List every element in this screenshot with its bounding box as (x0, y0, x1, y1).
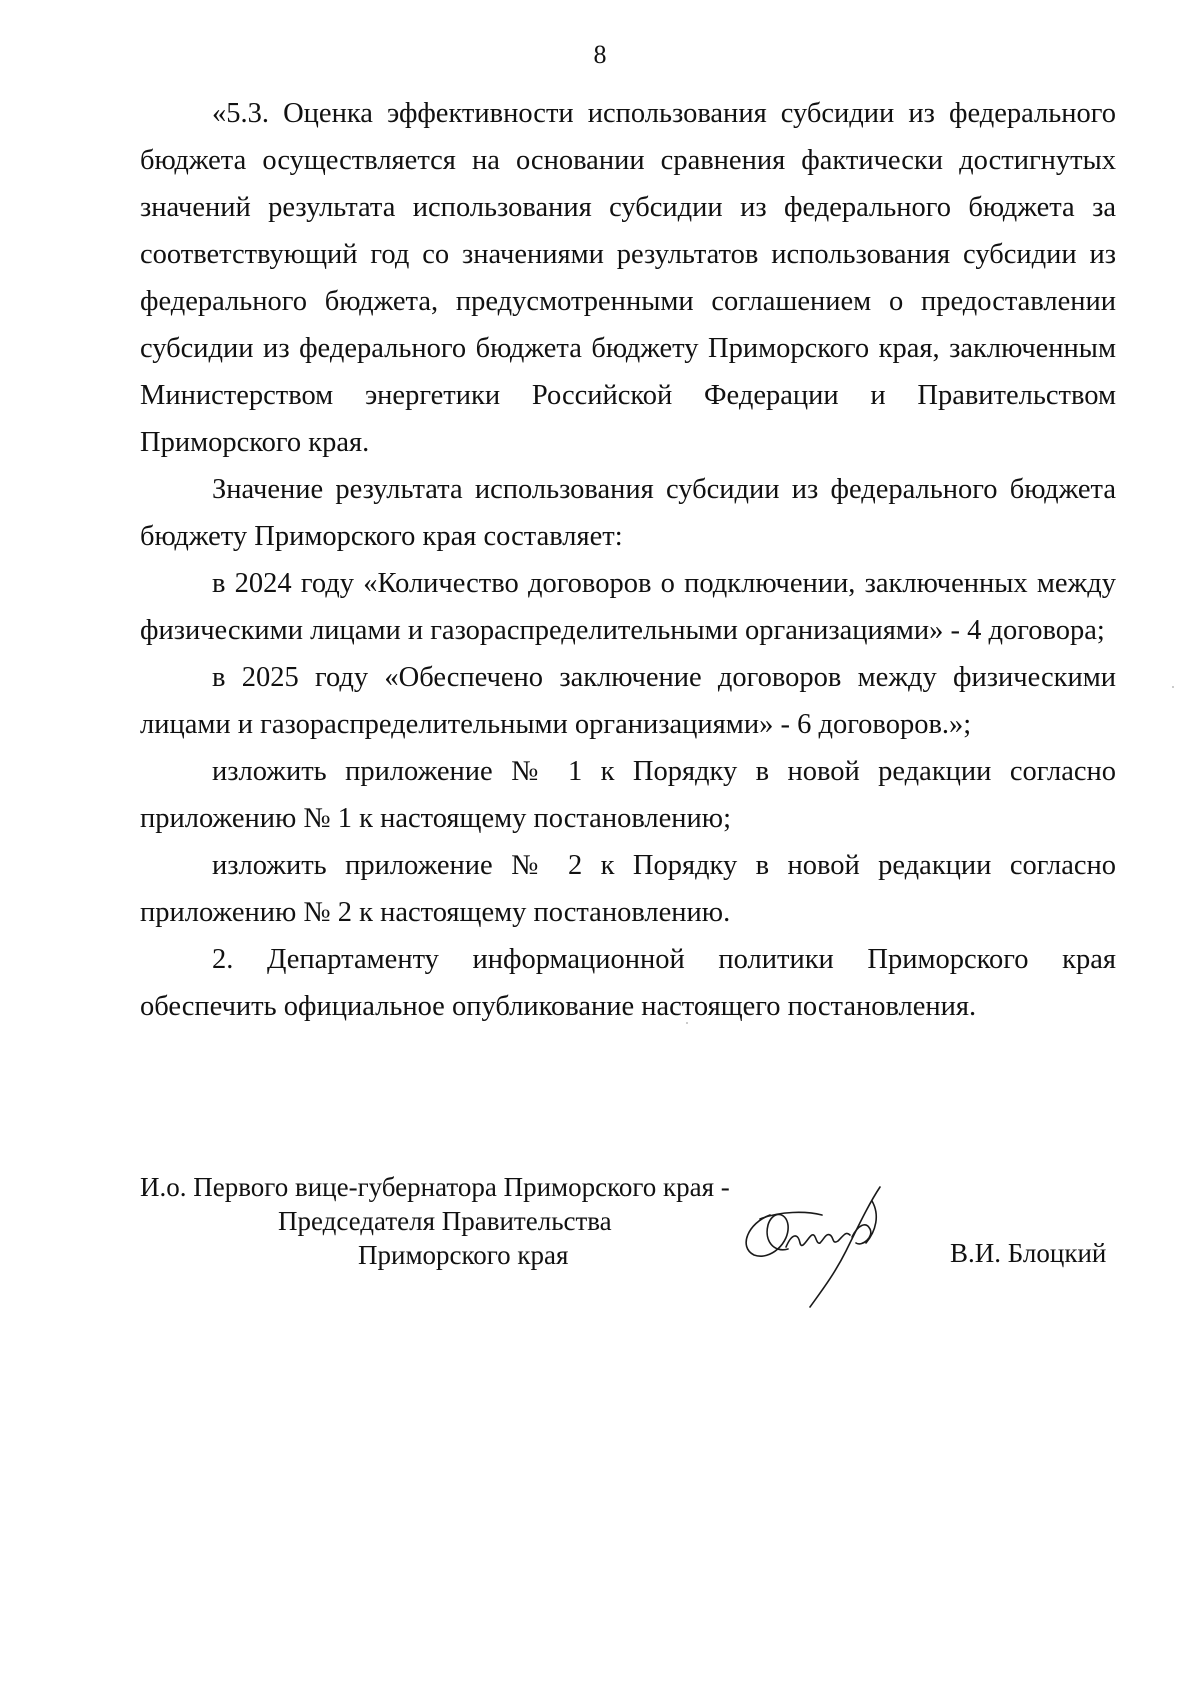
signatory-title-line: Приморского края (358, 1240, 569, 1270)
paragraph-5-3: «5.3. Оценка эффективности использования субсидии из федерального бюджета осуществляется на основании сравнения фактически достигнутых значений результата использования субсидии из федерального бюджета за соответствующий год со значениями результатов использования субсидии из федерального бюджета, предусмотренными соглашением о предоставлении субсидии из федерального бюджета бюджету Приморского края, заключенным Министерством энергетики Российской Федерации и Правительством Приморского края. (140, 98, 1116, 458)
paragraph-publication: 2. Департаменту информационной политики Приморского края обеспечить официальное опубликование настоящего постановления. (140, 944, 1116, 1022)
paragraph-2025: в 2025 году «Обеспечено заключение договоров между физическими лицами и газораспределительными организациями» - 6 договоров.»; (140, 662, 1116, 740)
paragraph-2024: в 2024 году «Количество договоров о подключении, заключенных между физическими лицами и газораспределительными организациями» - 4 договора; (140, 568, 1116, 646)
scan-speck (686, 1022, 688, 1024)
paragraph-appendix-1: изложить приложение № 1 к Порядку в новой редакции согласно приложению № 1 к настоящему постановлению; (140, 756, 1116, 834)
signatory-title-line: Председателя Правительства (278, 1206, 612, 1236)
signer-name: В.И. Блоцкий (950, 1238, 1107, 1268)
paragraph-result-value: Значение результата использования субсидии из федерального бюджета бюджету Приморского края составляет: (140, 474, 1116, 552)
page-number: 8 (593, 40, 607, 69)
handwritten-signature (730, 1185, 930, 1310)
paragraph-appendix-2: изложить приложение № 2 к Порядку в новой редакции согласно приложению № 2 к настоящему постановлению. (140, 850, 1116, 928)
scan-speck (1172, 686, 1174, 688)
signatory-title (140, 1170, 780, 1272)
signatory-title-line: И.о. Первого вице-губернатора Приморского края - (140, 1172, 730, 1202)
document-body (140, 90, 1116, 1030)
